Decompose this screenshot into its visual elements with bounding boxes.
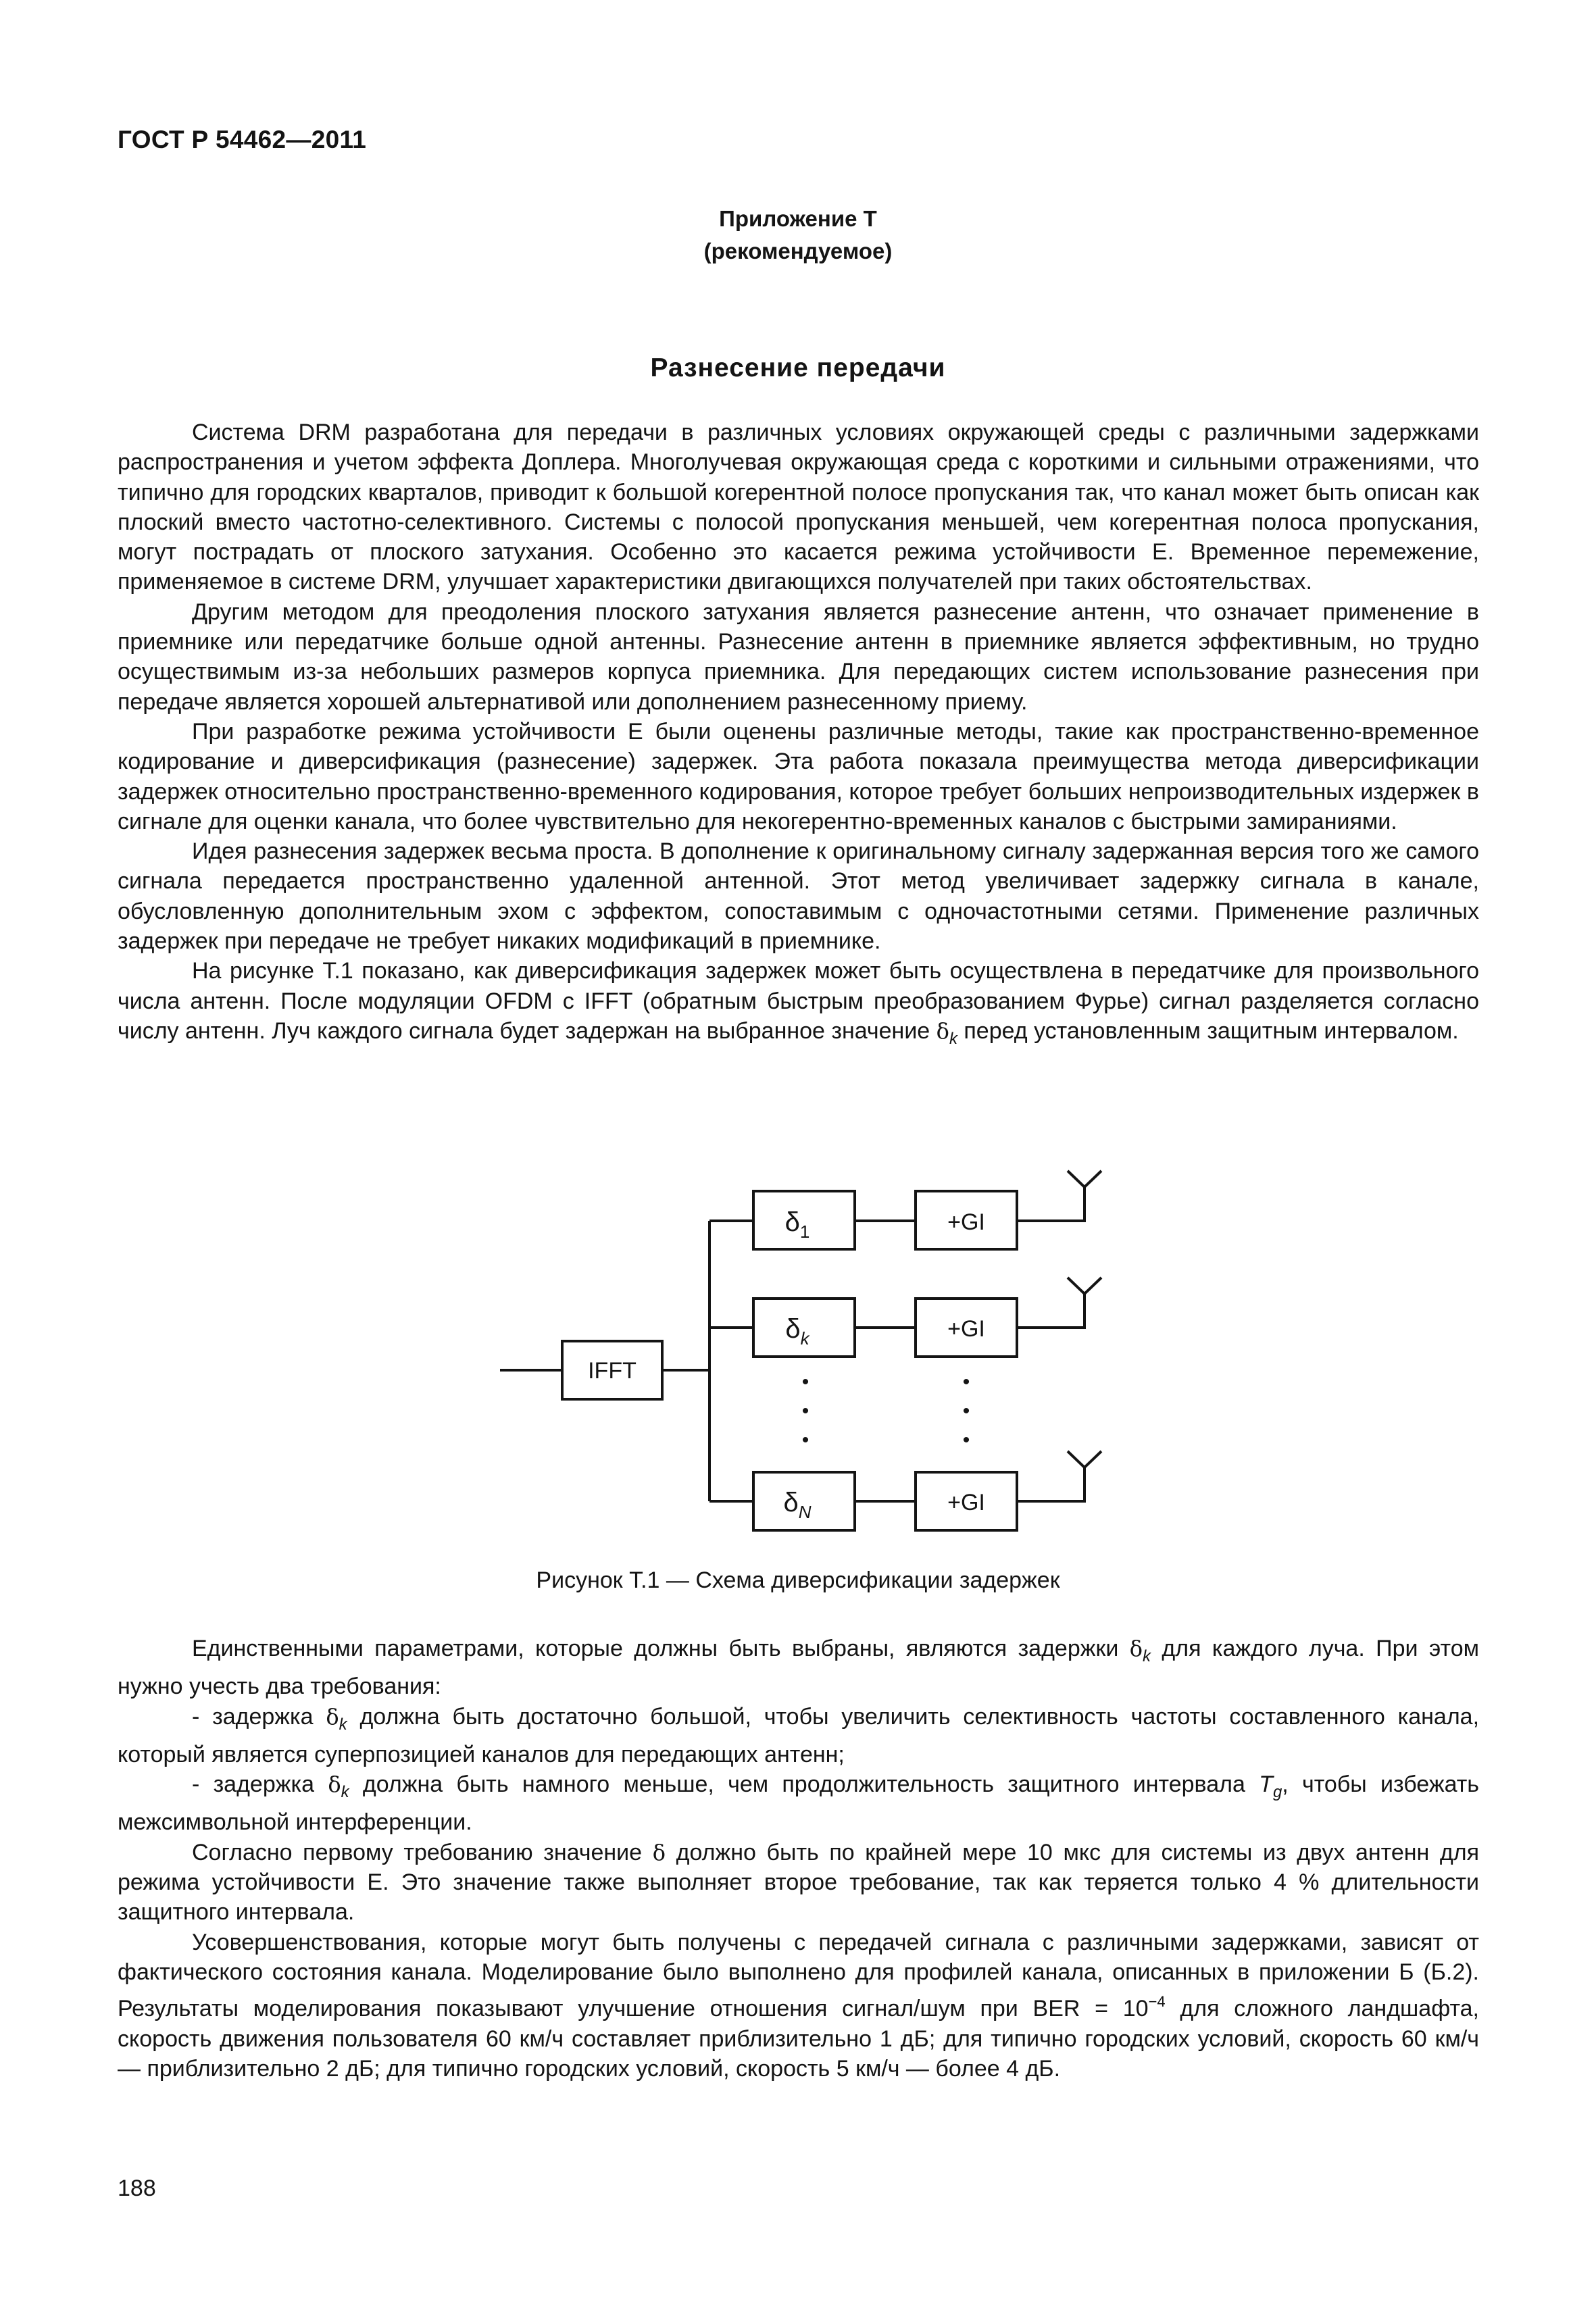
antenna-feed-line [1017, 1292, 1084, 1328]
subscript: k [341, 1783, 349, 1802]
ellipsis-dot: • [962, 1371, 970, 1393]
delta-symbol: δ [1129, 1636, 1143, 1661]
paragraph: При разработке режима устойчивости E были оценены различные методы, такие как пространственно-временное кодирование и диверсификация (разнесение) задержек. Эта работа показала преимущества метода диверсификации задержек относительно пространственно-временного кодирования, которое требует больших непроизводительных издержек в сигнале для оценки канала, что более чувствительно для некогерентно-временных каналов с быстрыми замираниями. [118, 718, 1479, 834]
guard-interval-block-1 [916, 1191, 1017, 1249]
delay-block-1 [753, 1191, 855, 1249]
annex-title: Приложение Т [719, 206, 877, 231]
ellipsis-dot: • [801, 1400, 809, 1422]
text-run: - задержка [192, 1771, 315, 1798]
text-run: должна быть намного меньше, чем продолжительность защитного интервала [362, 1771, 1245, 1798]
paragraph [118, 956, 1479, 1054]
ellipsis-dot: • [801, 1429, 809, 1451]
ifft-block [562, 1341, 662, 1399]
gi-label-k: +GI [947, 1316, 985, 1342]
paragraph: Другим методом для преодоления плоского затухания является разнесение антенн, что означает применение в приемнике или передатчике больше одной антенны. Разнесение антенн в приемнике является эффективным, но трудно осуществимым из-за небольших размеров корпуса приемника. Для передающих систем использование разнесения при передаче является хорошей альтернативой или дополнением разнесенному приему. [118, 599, 1479, 715]
subscript: 1 [799, 1222, 810, 1242]
text-run: Единственными параметрами, которые должны быть выбраны, являются задержки [192, 1636, 1119, 1661]
guard-interval-block-n [916, 1472, 1017, 1530]
delta-symbol: δ [783, 1488, 799, 1517]
text-run: , чтобы избежать межсимвольной интерференции. [118, 1771, 1480, 1836]
antenna-icon [1068, 1278, 1101, 1294]
delta-symbol: δ [784, 1207, 800, 1237]
paragraph: Идея разнесения задержек весьма проста. В дополнение к оригинальному сигналу задержанная версия того же самого сигнала передается пространственно удаленной антенной. Этот метод увеличивает задержку сигнала в канале, обусловленную дополнительным эхом с эффектом, сопоставимым с одночастотными сетями. Применение различных задержек при передаче не требует никаких модификаций в приемнике. [118, 838, 1479, 955]
subscript: k [1143, 1647, 1151, 1665]
delta-symbol: δ [652, 1839, 666, 1865]
text-run: для каждого луча. При этом нужно учесть два требования: [118, 1636, 1479, 1700]
ellipsis-dot: • [801, 1371, 809, 1393]
delay-label-k [785, 1314, 810, 1349]
delay-block-k [753, 1299, 855, 1357]
subscript: k [800, 1328, 809, 1349]
ifft-label: IFFT [588, 1358, 637, 1384]
text-run: Согласно первому требованию значение [192, 1839, 643, 1865]
list-item [118, 1769, 1479, 1838]
text-run: должно быть по крайней мере 10 мкс для системы из двух антенн для режима устойчивости E. Это значение также выполняет второе требование, так как теряется только 4 % длительности защитного интервала. [118, 1839, 1480, 1926]
antenna-feed-line [1017, 1186, 1084, 1221]
delay-label-1 [785, 1207, 810, 1242]
antenna-icon [1068, 1171, 1101, 1187]
text-run: - задержка [192, 1703, 314, 1730]
guard-interval-symbol: T [1259, 1771, 1273, 1798]
body-text-before-figure [118, 418, 1479, 1054]
delta-symbol: δ [936, 1017, 949, 1044]
paragraph: Система DRM разработана для передачи в различных условиях окружающей среды с различными задержками распространения и учетом эффекта Доплера. Многолучевая окружающая среда с короткими и сильными отражениями, что типично для городских кварталов, приводит к большой когерентной полосе пропускания так, что канал может быть описан как плоский вместо частотно-селективного. Системы с полосой пропускания меньшей, чем когерентная полоса пропускания, могут пострадать от плоского затухания. Особенно это касается режима устойчивости E. Временное перемежение, применяемое в системе DRM, улучшает характеристики двигающихся получателей при таких обстоятельствах. [118, 420, 1479, 595]
subscript: g [1272, 1783, 1282, 1802]
ellipsis-dot: • [962, 1400, 970, 1422]
delta-symbol: δ [785, 1314, 801, 1344]
subscript: N [798, 1502, 812, 1522]
gi-label-1: +GI [947, 1209, 985, 1235]
list-item [118, 1702, 1479, 1770]
body-text-after-figure [118, 1634, 1479, 2084]
delay-block-n [753, 1472, 855, 1530]
text-run: для сложного ландшафта, скорость движения пользователя 60 км/ч составляет приблизительно 1 дБ; для типично городских условий, скорость 60 км/ч — приблизительно 2 дБ; для типично городских условий, скорость 5 км/ч — более 4 дБ. [118, 1996, 1479, 2082]
text-run: Усовершенствования, которые могут быть получены с передачей сигнала с различными задержками, зависят от фактического состояния канала. Моделирование было выполнено для профилей канала, описанных в приложении Б (Б.2). Результаты моделирования показывают улучшение отношения сигнал/шум при BER = 10 [118, 1929, 1479, 2022]
paragraph [118, 1634, 1479, 1702]
paragraph [118, 1838, 1479, 1928]
guard-interval-block-k [916, 1299, 1017, 1357]
annex-status: (рекомендуемое) [703, 238, 893, 263]
text-run: На рисунке Т.1 показано, как диверсификация задержек может быть осуществлена в передатчике для произвольного числа антенн. После модуляции OFDM с IFFT (обратным быстрым преобразованием Фурье) сигнал разделяется согласно числу антенн. Луч каждого сигнала будет задержан на выбранное значение [118, 958, 1479, 1044]
section-title: Разнесение передачи [650, 353, 946, 382]
figure-caption: Рисунок Т.1 — Схема диверсификации задержек [536, 1567, 1060, 1593]
annex-heading [0, 203, 1596, 268]
delta-symbol: δ [326, 1703, 339, 1730]
subscript: k [949, 1029, 957, 1048]
ellipsis-dot: • [962, 1429, 970, 1451]
paragraph [118, 1928, 1479, 2084]
gi-label-n: +GI [947, 1490, 985, 1515]
page-number: 188 [118, 2175, 156, 2201]
delay-label-n [783, 1488, 811, 1522]
antenna-feed-line [1017, 1466, 1084, 1501]
delta-symbol: δ [328, 1771, 341, 1798]
text-run: должна быть достаточно большой, чтобы увеличить селективность частоты составленного канала, который является суперпозицией каналов для передающих антенн; [118, 1703, 1480, 1767]
subscript: k [339, 1715, 347, 1734]
superscript: −4 [1148, 1993, 1166, 2011]
text-run: перед установленным защитным интервалом. [964, 1017, 1459, 1044]
document-header: ГОСТ Р 54462—2011 [118, 126, 367, 153]
antenna-icon [1068, 1451, 1101, 1467]
